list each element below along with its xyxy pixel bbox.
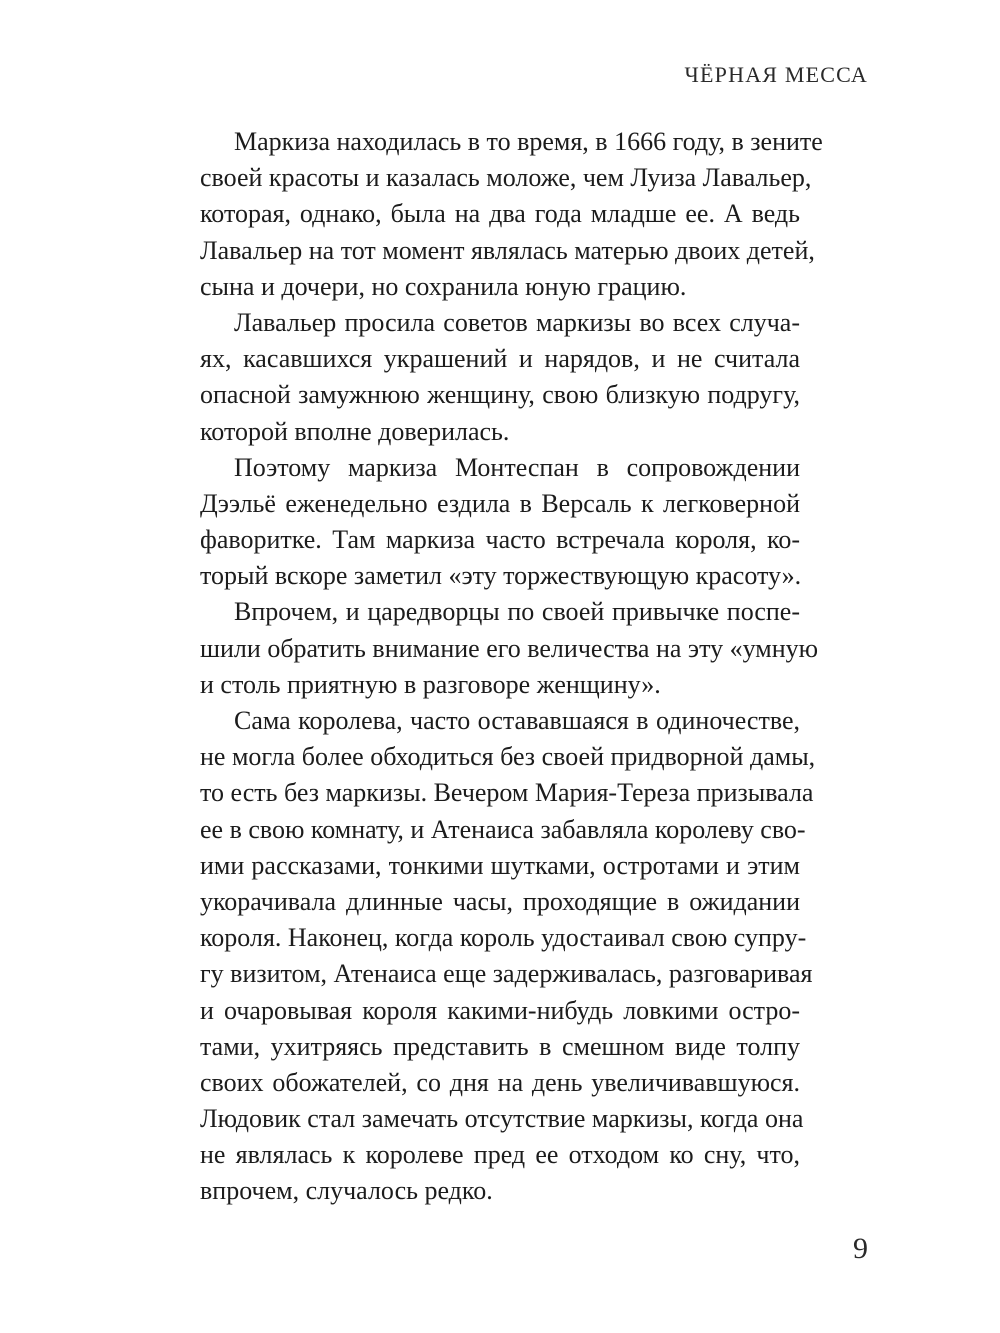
- running-head-title: ЧЁРНАЯ МЕССА: [684, 62, 868, 87]
- text-line: ее в свою комнату, и Атенаиса забавляла королеву сво-: [200, 814, 806, 844]
- text-line: опасной замужнюю женщину, свою близкую подругу,: [200, 380, 800, 410]
- text-line: укорачивала длинные часы, проходящие в ожидании: [200, 886, 800, 916]
- text-line: впрочем, случалось редко.: [200, 1176, 493, 1206]
- text-line: ими рассказами, тонкими шутками, остротами и этим: [200, 850, 800, 880]
- text-line: своей красоты и казалась моложе, чем Луиза Лавальер,: [200, 163, 812, 193]
- text-line: короля. Наконец, когда король удостаивал свою супру-: [200, 923, 807, 953]
- text-line: которой вполне доверилась.: [200, 416, 510, 446]
- text-line: Поэтому маркиза Монтеспан в сопровождении: [234, 452, 800, 482]
- paragraph-5: [200, 703, 816, 1210]
- text-line: то есть без маркизы. Вечером Мария-Тереза призывала: [200, 778, 814, 808]
- body-text: [200, 124, 823, 1210]
- text-line: Лавальер на тот момент являлась матерью двоих детей,: [200, 235, 815, 265]
- text-line: гу визитом, Атенаиса еще задерживалась, разговаривая: [200, 959, 813, 989]
- text-line: Сама королева, часто остававшаяся в одиночестве,: [234, 706, 800, 735]
- text-line: которая, однако, была на два года младше ее. А ведь: [200, 199, 800, 229]
- text-line: не являлась к королеве пред ее отходом ко сну, что,: [200, 1140, 800, 1170]
- text-line: Людовик стал замечать отсутствие маркизы, когда она: [200, 1104, 804, 1134]
- text-line: своих обожателей, со дня на день увеличивавшуюся.: [200, 1067, 800, 1097]
- text-line: ях, касавшихся украшений и нарядов, и не считала: [200, 344, 800, 374]
- text-line: фаворитке. Там маркиза часто встречала короля, ко-: [200, 525, 800, 555]
- page-number: 9: [853, 1232, 868, 1265]
- paragraph-2: [200, 305, 800, 450]
- text-line: не могла более обходиться без своей придворной дамы,: [200, 742, 816, 772]
- paragraph-3: [200, 450, 800, 595]
- text-line: торый вскоре заметил «эту торжествующую красоту».: [200, 561, 802, 591]
- text-line: тами, ухитряясь представить в смешном виде толпу: [200, 1031, 800, 1061]
- text-line: Лавальер просила советов маркизы во всех случа-: [234, 307, 800, 337]
- text-line: Дээльё еженедельно ездила в Версаль к легковерной: [200, 488, 800, 518]
- text-line: Маркиза находилась в то время, в 1666 году, в зените: [234, 127, 823, 156]
- text-line: сына и дочери, но сохранила юную грацию.: [200, 271, 687, 301]
- paragraph-4: [200, 594, 819, 703]
- text-line: Впрочем, и царедворцы по своей привычке поспе-: [234, 597, 800, 627]
- text-line: и столь приятную в разговоре женщину».: [200, 669, 661, 699]
- text-line: шили обратить внимание его величества на эту «умную: [200, 633, 819, 663]
- paragraph-1: [200, 124, 823, 305]
- text-line: и очаровывая короля какими-нибудь ловкими остро-: [200, 995, 800, 1025]
